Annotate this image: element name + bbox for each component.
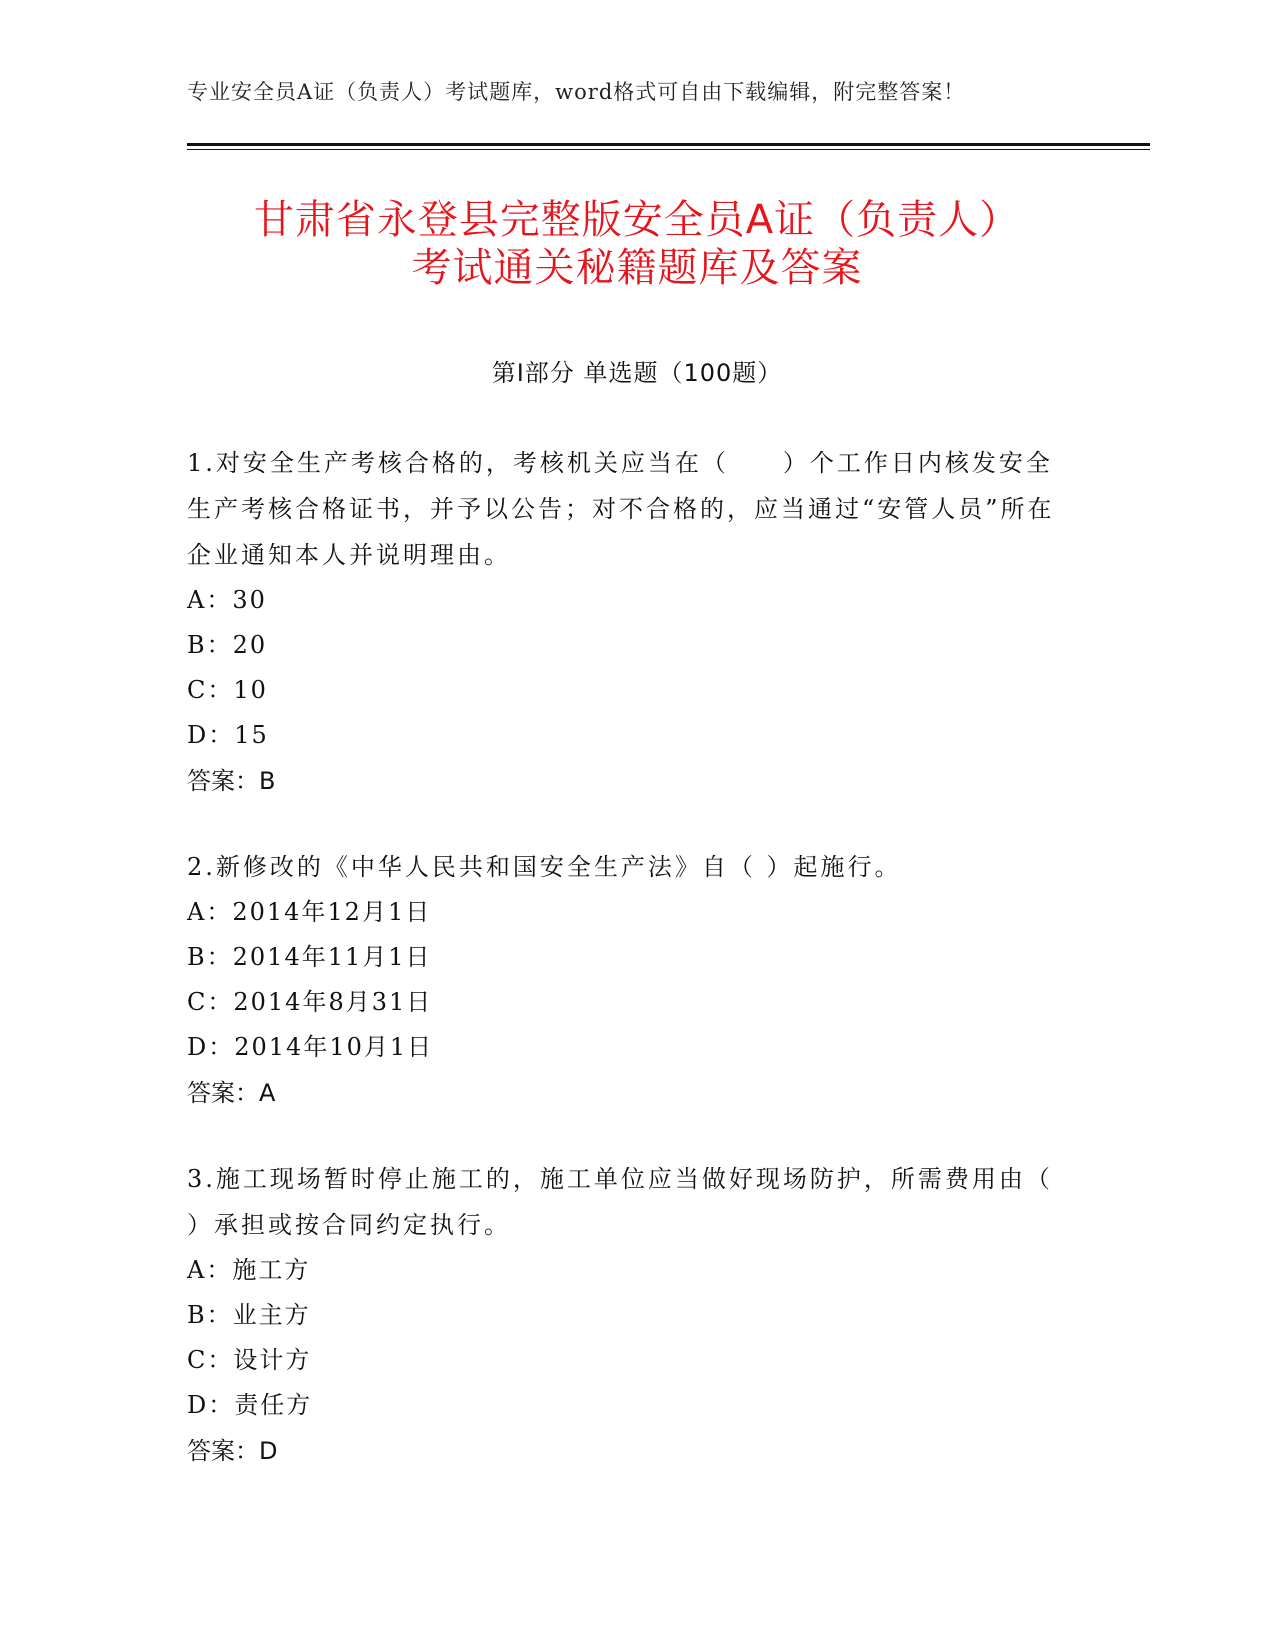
answer: 答案：B: [187, 767, 276, 795]
document-title: [137, 196, 1137, 292]
answer: 答案：A: [187, 1079, 276, 1107]
option-a: A：施工方: [187, 1256, 311, 1284]
option-a: A：30: [187, 586, 267, 614]
option-d: D：2014年10月1日: [187, 1033, 434, 1061]
option-d: D：责任方: [187, 1391, 313, 1419]
option-b: B：2014年11月1日: [187, 943, 432, 971]
question-list: [187, 440, 1067, 1514]
option-b: B：业主方: [187, 1301, 311, 1329]
header-rule-thin: [187, 149, 1150, 150]
option-a: A：2014年12月1日: [187, 898, 432, 926]
question-stem: 2.新修改的《中华人民共和国安全生产法》自（ ）起施行。: [187, 853, 902, 881]
question-stem: 3.施工现场暂时停止施工的，施工单位应当做好现场防护，所需费用由（ ）承担或按合同约定执行。: [187, 1165, 1053, 1239]
option-c: C：设计方: [187, 1346, 312, 1374]
option-b: B：20: [187, 631, 268, 659]
header-note: 专业安全员A证（负责人）考试题库，word格式可自由下载编辑，附完整答案！: [187, 80, 966, 104]
question-3: [187, 1156, 1067, 1474]
document-title-line-1: 甘肃省永登县完整版安全员A证（负责人）: [253, 197, 1021, 243]
section-title: 第Ⅰ部分 单选题（100题）: [491, 359, 783, 387]
question-stem: 1.对安全生产考核合格的，考核机关应当在（ ）个工作日内核发安全生产考核合格证书，并予以公告；对不合格的，应当通过“安管人员”所在企业通知本人并说明理由。: [187, 449, 1055, 569]
question-2: [187, 844, 1067, 1116]
option-d: D：15: [187, 721, 269, 749]
question-1: [187, 440, 1067, 804]
option-c: C：2014年8月31日: [187, 988, 433, 1016]
header-rule-thick: [187, 143, 1150, 146]
answer: 答案：D: [187, 1437, 278, 1465]
document-title-line-2: 考试通关秘籍题库及答案: [411, 245, 863, 291]
option-c: C：10: [187, 676, 268, 704]
